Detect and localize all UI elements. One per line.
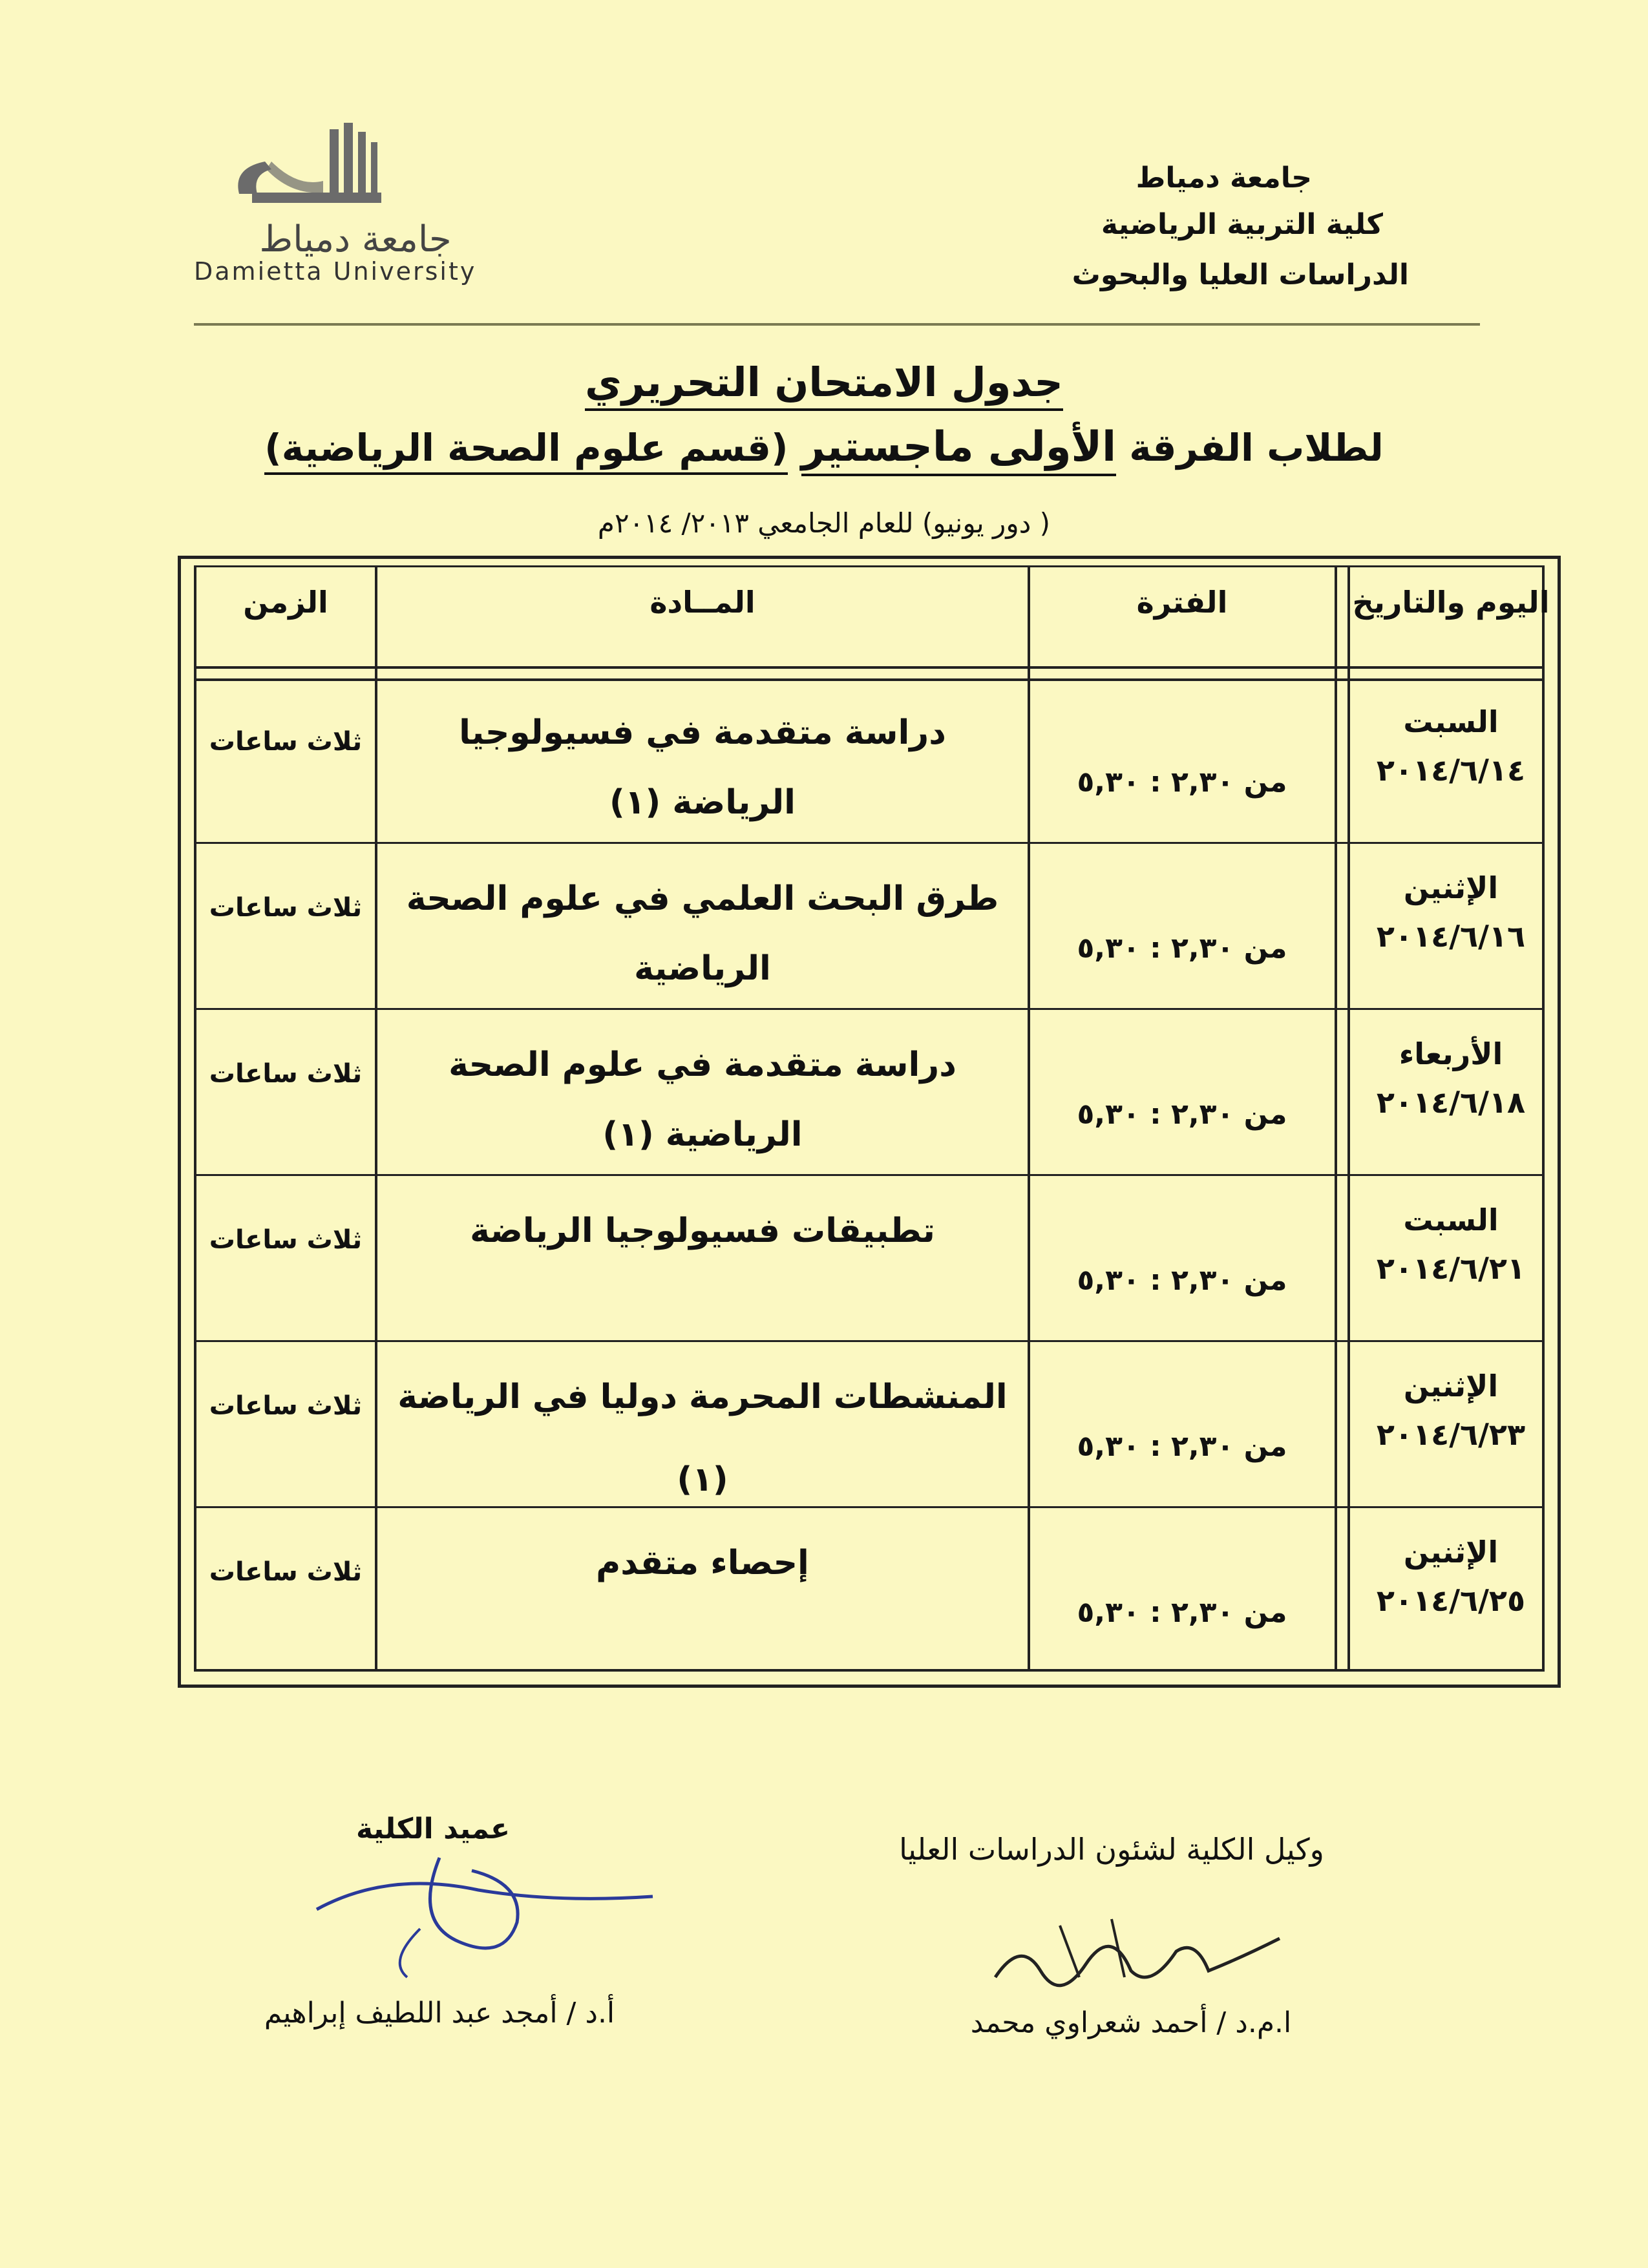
- row-separator: [194, 1340, 1545, 1342]
- row-4-date: ٢٠١٤/٦/٢١: [1376, 1251, 1526, 1286]
- row-1-duration: ثلاث ساعات: [209, 727, 363, 757]
- page-title: [0, 359, 1648, 406]
- row-4-subject-line1: تطبيقات فسيولوجيا الرياضة: [470, 1212, 935, 1250]
- exam-schedule-table: [178, 556, 1561, 1688]
- row-3-date: ٢٠١٤/٦/١٨: [1376, 1085, 1526, 1120]
- row-2-duration: ثلاث ساعات: [209, 893, 363, 923]
- row-5-date: ٢٠١٤/٦/٢٣: [1376, 1417, 1526, 1452]
- row-4-period: من ٢,٣٠ : ٥,٣٠: [1077, 1264, 1287, 1297]
- row-6-duration: ثلاث ساعات: [209, 1557, 363, 1587]
- vice-dean-signature-mark: [982, 1900, 1293, 2003]
- row-2-period: من ٢,٣٠ : ٥,٣٠: [1077, 932, 1287, 965]
- row-5-period: من ٢,٣٠ : ٥,٣٠: [1077, 1430, 1287, 1463]
- table-inner-bottom-border: [194, 1669, 1545, 1672]
- subtitle-level: الأولى ماجستير: [801, 423, 1116, 476]
- vice-dean-name: ا.م.د / أحمد شعراوي محمد: [970, 2006, 1292, 2039]
- row-1-subject-line1: دراسة متقدمة في فسيولوجيا: [459, 713, 946, 752]
- header-bottom-line-2: [194, 678, 1545, 681]
- logo-arabic-text: جامعة دمياط: [259, 218, 452, 260]
- row-3-period: من ٢,٣٠ : ٥,٣٠: [1077, 1098, 1287, 1131]
- row-5-day: الإثنين: [1403, 1369, 1499, 1403]
- dean-signature: [310, 1845, 672, 1987]
- row-3-subject-line2: الرياضية (١): [602, 1115, 803, 1154]
- vice-dean-title: وكيل الكلية لشئون الدراسات العليا: [899, 1832, 1324, 1867]
- row-4-duration: ثلاث ساعات: [209, 1225, 363, 1255]
- page-subtitle: [0, 423, 1648, 471]
- subtitle-prefix: لطلاب الفرقة: [1129, 426, 1384, 470]
- university-name: جامعة دمياط: [1136, 162, 1312, 194]
- header-subject: المــادة: [650, 585, 755, 620]
- vice-dean-signature: [982, 1900, 1293, 2003]
- row-6-period: من ٢,٣٠ : ٥,٣٠: [1077, 1596, 1287, 1629]
- row-2-date: ٢٠١٤/٦/١٦: [1376, 919, 1526, 954]
- dean-title: عميد الكلية: [355, 1812, 511, 1845]
- row-1-period: من ٢,٣٠ : ٥,٣٠: [1077, 766, 1287, 799]
- header-divider: [194, 323, 1480, 326]
- header-day-date: اليوم والتاريخ: [1352, 585, 1550, 620]
- row-6-day: الإثنين: [1403, 1535, 1499, 1570]
- row-6-date: ٢٠١٤/٦/٢٥: [1376, 1583, 1526, 1618]
- row-2-subject-line2: الرياضية: [634, 949, 771, 988]
- row-6-subject-line1: إحصاء متقدم: [596, 1544, 809, 1582]
- faculty-name: كلية التربية الرياضية: [1101, 208, 1383, 241]
- subtitle-department: (قسم علوم الصحة الرياضية): [264, 426, 788, 475]
- table-inner-top-border: [194, 565, 1545, 567]
- header-period: الفترة: [1136, 585, 1228, 620]
- page-title-text: جدول الامتحان التحريري: [585, 359, 1063, 411]
- logo-english-text: Damietta University: [194, 257, 477, 286]
- row-4-day: السبت: [1403, 1202, 1499, 1237]
- row-3-duration: ثلاث ساعات: [209, 1059, 363, 1089]
- row-2-day: الإثنين: [1403, 870, 1499, 905]
- dean-signature-mark: [310, 1845, 672, 1987]
- department-name: الدراسات العليا والبحوث: [1072, 258, 1409, 291]
- row-3-subject-line1: دراسة متقدمة في علوم الصحة: [449, 1045, 956, 1084]
- header-bottom-line: [194, 666, 1545, 669]
- session-line: ( دور يونيو) للعام الجامعي ٢٠١٣/ ٢٠١٤م: [597, 507, 1051, 539]
- row-2-subject-line1: طرق البحث العلمي في علوم الصحة: [406, 879, 999, 918]
- row-1-date: ٢٠١٤/٦/١٤: [1376, 753, 1526, 788]
- row-3-day: الأربعاء: [1399, 1036, 1503, 1071]
- row-1-day: السبت: [1403, 704, 1499, 739]
- row-1-subject-line2: الرياضة (١): [609, 783, 796, 822]
- row-5-subject-line1: المنشطات المحرمة دوليا في الرياضة (١): [397, 1378, 1008, 1499]
- row-5-duration: ثلاث ساعات: [209, 1391, 363, 1421]
- header-duration: الزمن: [243, 585, 328, 620]
- dean-name: أ.د / أمجد عبد اللطيف إبراهيم: [264, 1997, 615, 2030]
